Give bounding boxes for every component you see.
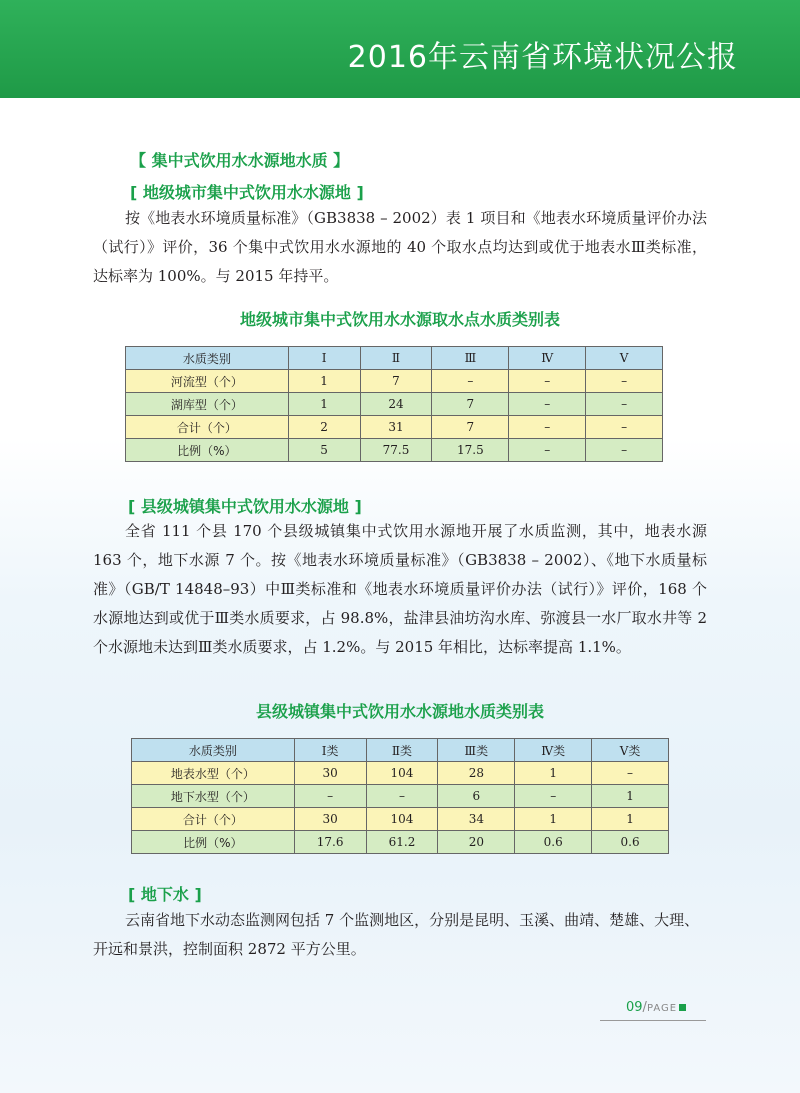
table-cell: 17.5	[432, 439, 509, 462]
table-cell: 7	[432, 416, 509, 439]
table-cell: –	[586, 416, 663, 439]
column-header: Ⅳ类	[515, 739, 592, 762]
column-header: Ⅰ	[288, 347, 360, 370]
table-cell: 30	[294, 808, 366, 831]
table-cell: –	[509, 416, 586, 439]
column-header: 水质类别	[132, 739, 295, 762]
table-cell: 104	[366, 808, 438, 831]
table-caption-prefecture: 地级城市集中式饮用水水源取水点水质类别表	[239, 310, 560, 329]
paragraph-groundwater: 云南省地下水动态监测网包括 7 个监测地区，分别是昆明、玉溪、曲靖、楚雄、大理、开远和景洪，控制面积 2872 平方公里。	[93, 911, 700, 958]
square-icon	[679, 1004, 686, 1011]
table-cell: 1	[288, 393, 360, 416]
table-cell: 24	[360, 393, 432, 416]
column-header: Ⅰ类	[294, 739, 366, 762]
table-caption-county: 县级城镇集中式饮用水水源地水质类别表	[255, 702, 544, 721]
table-cell: 28	[438, 762, 515, 785]
column-header: Ⅱ类	[366, 739, 438, 762]
table-cell: 30	[294, 762, 366, 785]
table-cell: 2	[288, 416, 360, 439]
table-cell: –	[592, 762, 669, 785]
row-label: 河流型（个）	[126, 370, 289, 393]
table-cell: 7	[432, 393, 509, 416]
table-cell: –	[294, 785, 366, 808]
section-title: 【 集中式饮用水水源地水质 】	[130, 151, 350, 170]
table-row	[126, 370, 663, 393]
table-row	[132, 785, 669, 808]
column-header: Ⅲ	[432, 347, 509, 370]
table-row	[132, 808, 669, 831]
subsection-title-prefecture: [ 地级城市集中式饮用水水源地 ]	[130, 183, 364, 202]
column-header: Ⅴ类	[592, 739, 669, 762]
table-cell: 34	[438, 808, 515, 831]
paragraph-county: 全省 111 个县 170 个县级城镇集中式饮用水源地开展了水质监测，其中，地表水源 163 个，地下水源 7 个。按《地表水环境质量标准》（GB3838 – 2002）、《地下水质量标准》（GB/T 14848–93）中Ⅲ类标准和《地表水环境质量评价办法（试行）》评价，168 个水源地达到或优于Ⅲ类水质要求，占 98.8%，盐津县油坊沟水库、弥渡县一水厂取水井等 2 个水源地未达到Ⅲ类水质要求，占 1.2%。与 2015 年相比，达标率提高 1.1%。	[93, 522, 707, 656]
table-cell: 31	[360, 416, 432, 439]
table-row	[126, 439, 663, 462]
row-label: 合计（个）	[132, 808, 295, 831]
page-number-value: 09	[626, 1000, 643, 1015]
table-cell: –	[509, 370, 586, 393]
table-cell: 0.6	[592, 831, 669, 854]
report-title: 2016年云南省环境状况公报	[347, 40, 738, 75]
table-header-row	[132, 739, 669, 762]
table-cell: 1	[515, 762, 592, 785]
table-cell: 17.6	[294, 831, 366, 854]
page-slash: /	[642, 1000, 647, 1015]
water-quality-table-county	[131, 738, 669, 854]
table-cell: –	[509, 393, 586, 416]
table-cell: –	[586, 439, 663, 462]
page-number	[626, 1000, 686, 1015]
table-cell: –	[515, 785, 592, 808]
table-header-row	[126, 347, 663, 370]
row-label: 地表水型（个）	[132, 762, 295, 785]
page-label: PAGE	[646, 1003, 678, 1014]
table-cell: –	[586, 370, 663, 393]
table-row	[132, 762, 669, 785]
table-cell: –	[509, 439, 586, 462]
table-cell: 1	[592, 808, 669, 831]
table-cell: 20	[438, 831, 515, 854]
table-cell: 6	[438, 785, 515, 808]
row-label: 比例（%）	[126, 439, 289, 462]
row-label: 比例（%）	[132, 831, 295, 854]
table-cell: 1	[592, 785, 669, 808]
column-header: Ⅳ	[509, 347, 586, 370]
table-cell: 1	[515, 808, 592, 831]
table-cell: 1	[288, 370, 360, 393]
footer-rule	[600, 1020, 706, 1021]
table-cell: 7	[360, 370, 432, 393]
table-row	[132, 831, 669, 854]
paragraph-prefecture: 按《地表水环境质量标准》（GB3838 – 2002）表 1 项目和《地表水环境质量评价办法（试行）》评价，36 个集中式饮用水水源地的 40 个取水点均达到或优于地表水Ⅲ类标准，达标率为 100%。与 2015 年持平。	[93, 209, 707, 285]
header-banner	[0, 0, 800, 98]
table-cell: –	[586, 393, 663, 416]
table-row	[126, 416, 663, 439]
table-cell: –	[366, 785, 438, 808]
table-cell: 61.2	[366, 831, 438, 854]
row-label: 地下水型（个）	[132, 785, 295, 808]
column-header: Ⅴ	[586, 347, 663, 370]
table-cell: 5	[288, 439, 360, 462]
subsection-title-groundwater: [ 地下水 ]	[128, 885, 202, 904]
table-row	[126, 393, 663, 416]
row-label: 合计（个）	[126, 416, 289, 439]
table-cell: 104	[366, 762, 438, 785]
column-header: 水质类别	[126, 347, 289, 370]
water-quality-table-prefecture	[125, 346, 663, 462]
table-cell: 77.5	[360, 439, 432, 462]
table-cell: 0.6	[515, 831, 592, 854]
table-cell: –	[432, 370, 509, 393]
row-label: 湖库型（个）	[126, 393, 289, 416]
column-header: Ⅲ类	[438, 739, 515, 762]
column-header: Ⅱ	[360, 347, 432, 370]
subsection-title-county: [ 县级城镇集中式饮用水水源地 ]	[128, 497, 362, 516]
